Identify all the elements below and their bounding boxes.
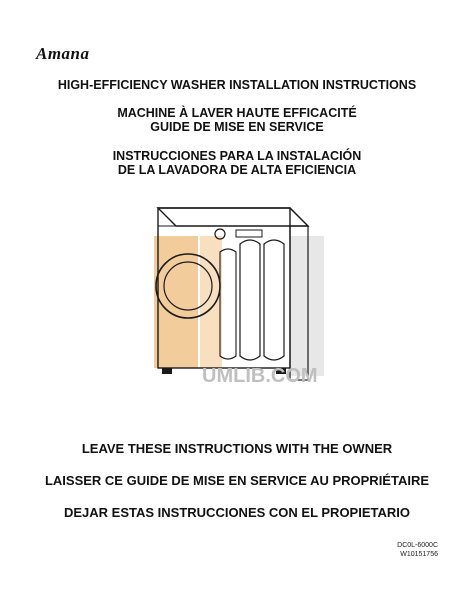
- washer-foot-left: [162, 368, 172, 374]
- watermark-text: UMLIB.COM: [202, 365, 318, 387]
- title-english: HIGH-EFFICIENCY WASHER INSTALLATION INSTRUCTIONS: [57, 78, 417, 92]
- leave-instructions-french: LAISSER CE GUIDE DE MISE EN SERVICE AU PROPRIÉTAIRE: [44, 473, 430, 488]
- watermark-block-right: [290, 236, 324, 376]
- leave-instructions-english: LEAVE THESE INSTRUCTIONS WITH THE OWNER: [81, 441, 393, 456]
- title-french-line-1: MACHINE À LAVER HAUTE EFFICACITÉ: [117, 106, 357, 120]
- watermark-block-mid: [200, 236, 222, 368]
- washer-drawing: [140, 196, 340, 396]
- washer-illustration: [140, 196, 340, 396]
- title-french-line-2: GUIDE DE MISE EN SERVICE: [150, 120, 324, 134]
- document-number-line-1: DC0L-6000C: [397, 542, 438, 549]
- corrugation-3: [220, 249, 236, 359]
- document-number: [397, 541, 438, 559]
- title-spanish-line-1: INSTRUCCIONES PARA LA INSTALACIÓN: [112, 149, 362, 163]
- title-spanish-line-2: DE LA LAVADORA DE ALTA EFICIENCIA: [117, 163, 357, 177]
- control-panel: [236, 230, 262, 237]
- corrugation-2: [264, 240, 284, 360]
- washer-top: [158, 208, 308, 226]
- brand-logo: Amana: [36, 44, 90, 63]
- corrugation-1: [240, 240, 260, 360]
- document-number-line-2: W10151756: [400, 551, 438, 558]
- leave-instructions-spanish: DEJAR ESTAS INSTRUCCIONES CON EL PROPIETARIO: [64, 505, 410, 520]
